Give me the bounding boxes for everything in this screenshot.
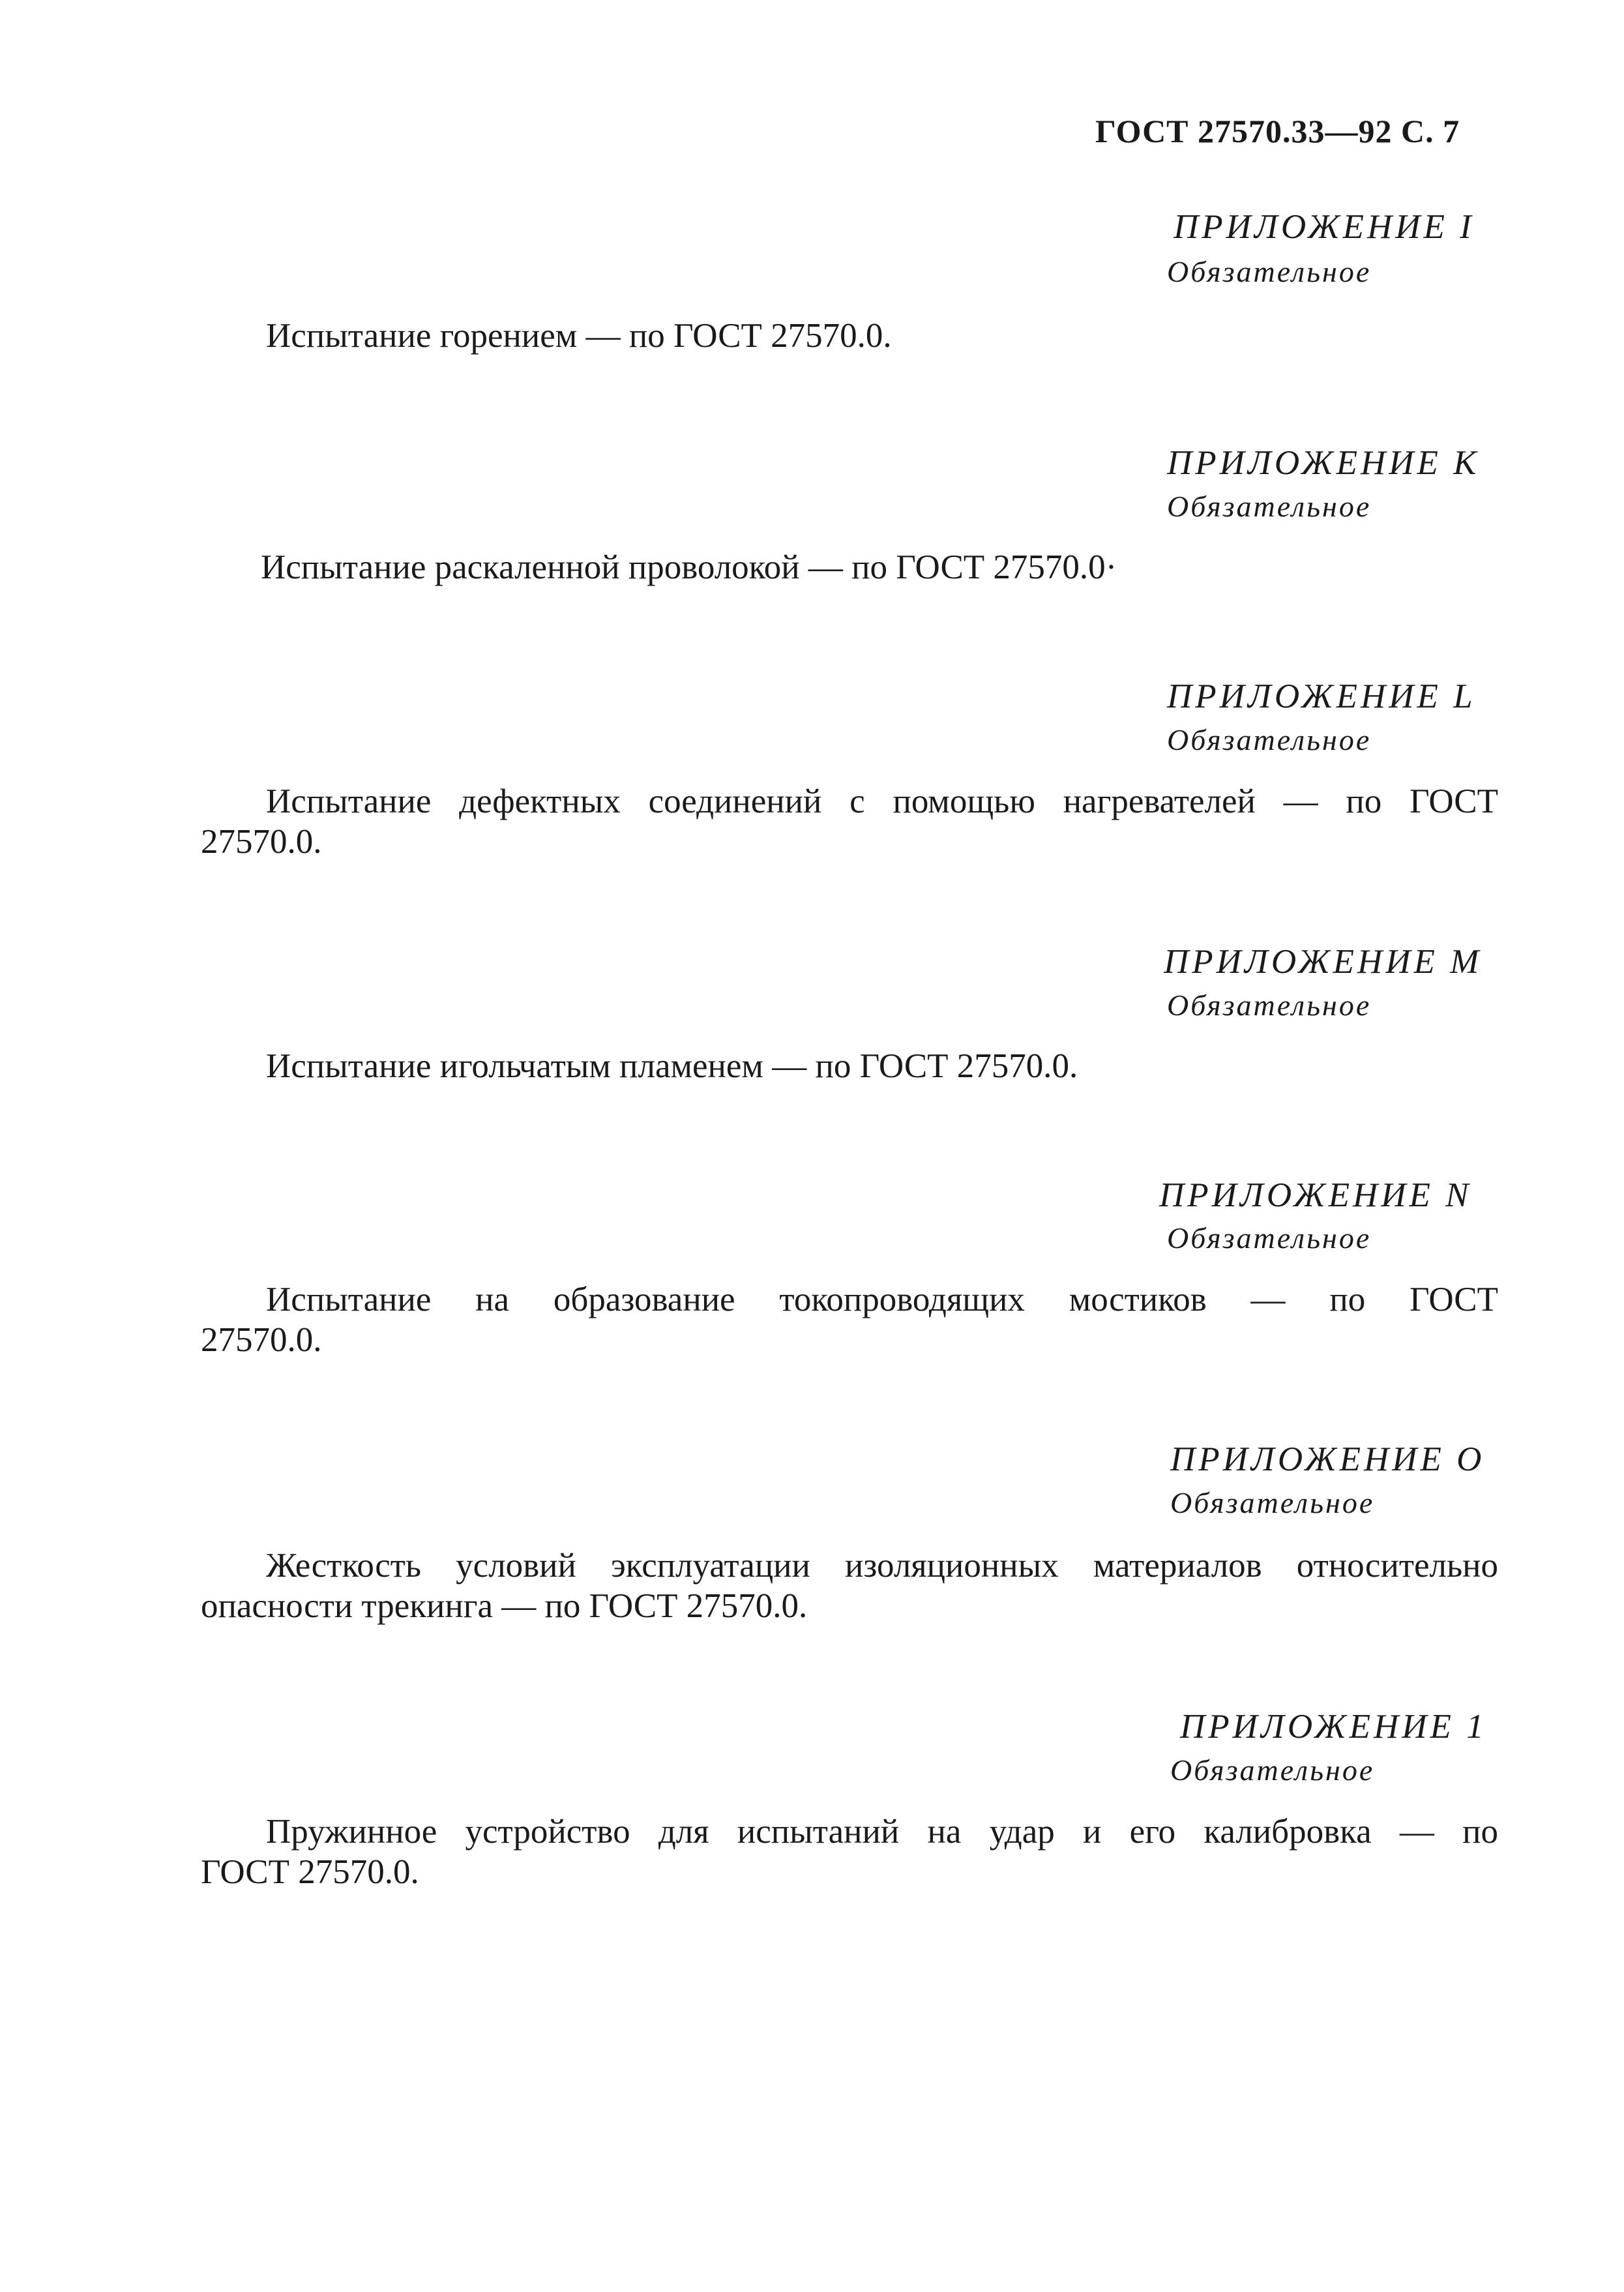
annex-o-line-1: Жесткость условий эксплуатации изоляционных материалов относительно — [266, 1547, 1498, 1585]
annex-o-status: Обязательное — [1170, 1486, 1375, 1519]
annex-n-status: Обязательное — [1167, 1221, 1372, 1255]
annex-i-title: ПРИЛОЖЕНИЕ I — [1174, 208, 1475, 246]
annex-n-paragraph — [201, 1279, 1498, 1360]
annex-l-title: ПРИЛОЖЕНИЕ L — [1167, 677, 1476, 715]
annex-k-status: Обязательное — [1167, 490, 1372, 523]
annex-l-status: Обязательное — [1167, 723, 1372, 756]
annex-n-line-1: Испытание на образование токопроводящих мостиков — по ГОСТ — [266, 1281, 1498, 1318]
annex-k-text: Испытание раскаленной проволокой — по ГОСТ 27570.0· — [261, 548, 1117, 586]
annex-n-title: ПРИЛОЖЕНИЕ N — [1159, 1176, 1472, 1214]
annex-i-text: Испытание горением — по ГОСТ 27570.0. — [266, 317, 892, 355]
annex-m-title: ПРИЛОЖЕНИЕ M — [1164, 943, 1483, 981]
annex-1-status: Обязательное — [1170, 1753, 1375, 1787]
annex-n-line-2: 27570.0. — [201, 1321, 322, 1359]
annex-m-status: Обязательное — [1167, 989, 1372, 1022]
annex-l-line-1: Испытание дефектных соединений с помощью нагревателей — по ГОСТ — [266, 782, 1498, 820]
annex-l-line-2: 27570.0. — [201, 823, 322, 861]
annex-1-title: ПРИЛОЖЕНИЕ 1 — [1180, 1708, 1487, 1746]
annex-k-title: ПРИЛОЖЕНИЕ К — [1167, 444, 1480, 482]
annex-m-text: Испытание игольчатым пламенем — по ГОСТ 27570.0. — [266, 1047, 1078, 1085]
annex-1-paragraph — [201, 1811, 1498, 1892]
annex-o-line-2: опасности трекинга — по ГОСТ 27570.0. — [201, 1587, 808, 1625]
page-header: ГОСТ 27570.33—92 С. 7 — [1095, 113, 1460, 149]
annex-1-line-2: ГОСТ 27570.0. — [201, 1853, 419, 1891]
annex-1-line-1: Пружинное устройство для испытаний на удар и его калибровка — по — [266, 1813, 1498, 1851]
annex-o-title: ПРИЛОЖЕНИЕ О — [1170, 1440, 1485, 1478]
annex-i-status: Обязательное — [1167, 255, 1372, 288]
annex-o-paragraph — [201, 1545, 1498, 1626]
annex-l-paragraph — [201, 781, 1498, 862]
